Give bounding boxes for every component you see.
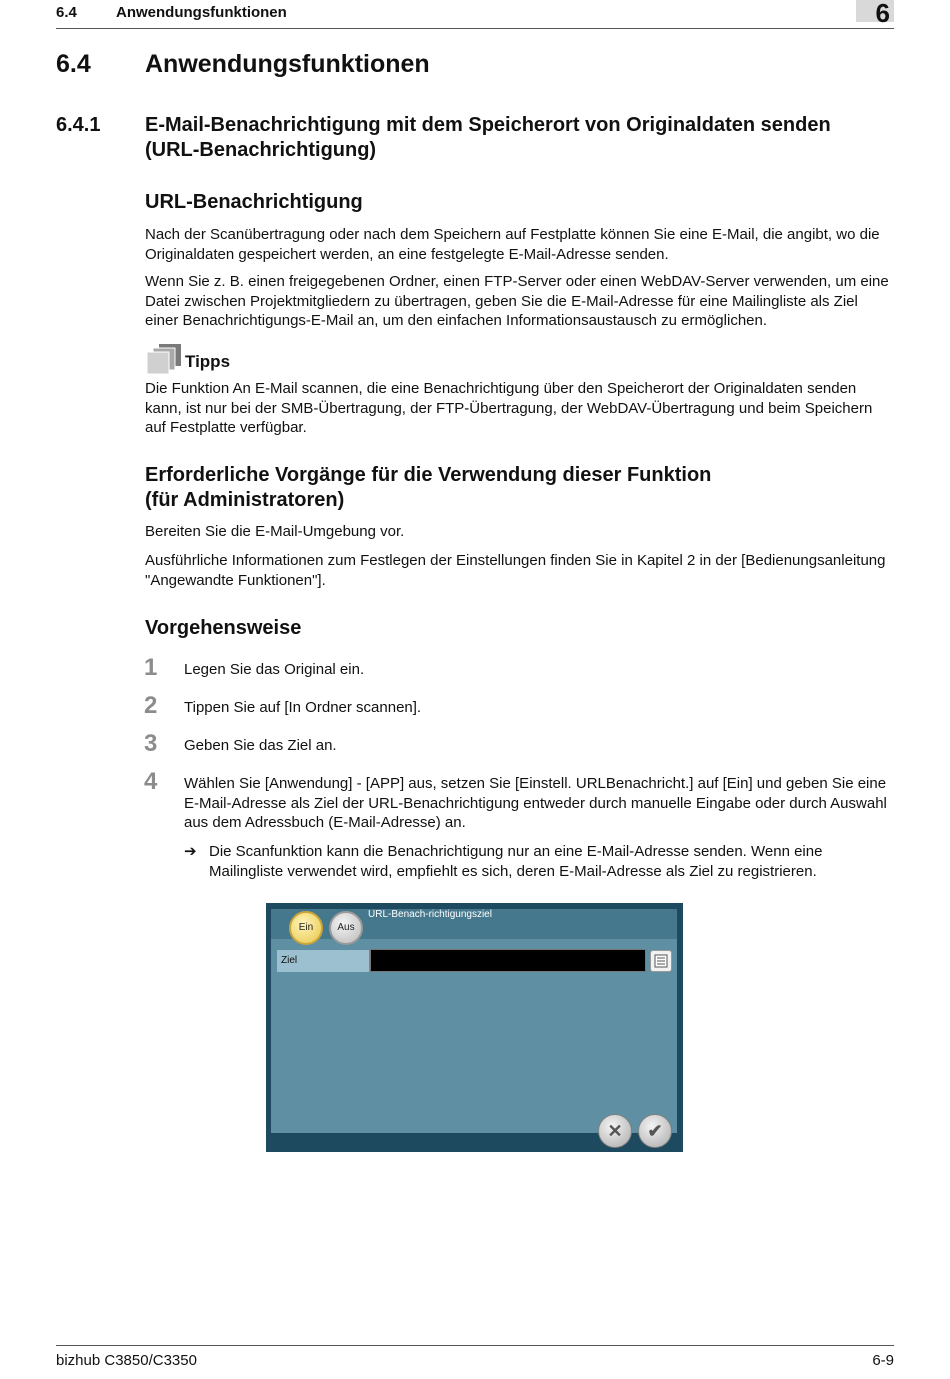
admin-section-title-line2: (für Administratoren) (145, 489, 345, 511)
close-icon: ✕ (607, 1121, 623, 1141)
address-book-icon (651, 951, 671, 971)
admin-paragraph-2: Ausführliche Informationen zum Festlegen der Einstellungen finden Sie in Kapitel 2 in der [Bedienungsanleitung "Angewandte Funktionen"]. (145, 552, 886, 589)
running-header (56, 0, 894, 29)
checkmark-icon: ✔ (647, 1121, 663, 1141)
on-button[interactable]: Ein (289, 911, 323, 945)
tips-text: Die Funktion An E-Mail scannen, die eine Benachrichtigung über den Speicherort der Originaldaten senden kann, ist nur bei der SMB-Übertragung, der FTP-Übertragung, der WebDAV-Übertragung und beim Speichern auf Festplatte verfügbar. (145, 380, 873, 436)
header-section-number: 6.4 (56, 4, 77, 21)
destination-input[interactable] (370, 949, 646, 972)
heading1-number: 6.4 (56, 50, 91, 78)
footer-divider (56, 1345, 894, 1346)
footer-page-number: 6-9 (872, 1352, 894, 1369)
panel-body (271, 909, 677, 1133)
destination-label: Ziel (277, 950, 369, 972)
off-button[interactable]: Aus (329, 911, 363, 945)
heading2-number: 6.4.1 (56, 114, 101, 136)
step-number-3: 3 (144, 730, 158, 757)
url-section-title: URL-Benachrichtigung (145, 191, 363, 213)
footer-model: bizhub C3850/C3350 (56, 1352, 197, 1369)
address-book-button[interactable] (650, 950, 672, 972)
chapter-tab (856, 0, 894, 28)
url-paragraph-1: Nach der Scanübertragung oder nach dem Speichern auf Festplatte können Sie eine E-Mail, die angibt, wo die Originaldaten gespeichert werden, an eine festgelegte E-Mail-Adresse senden. (145, 226, 880, 263)
step-number-4: 4 (144, 768, 158, 795)
admin-paragraph-1: Bereiten Sie die E-Mail-Umgebung vor. (145, 523, 405, 540)
url-paragraph-2: Wenn Sie z. B. einen freigegebenen Ordner, einen FTP-Server oder einen WebDAV-Server verwenden, um eine Datei zwischen Projektmitgliedern zu übertragen, geben Sie die E-Mail-Adresse für eine Mailingliste als Ziel einer Benachrichtigungs-E-Mail an, um den einfachen Informationsaustausch zu ermöglichen. (145, 273, 889, 329)
sub-note-arrow-icon: ➔ (184, 843, 197, 860)
heading2-title: E-Mail-Benachrichtigung mit dem Speicherort von Originaldaten senden (URL-Benachrichtigung) (145, 114, 831, 161)
procedure-title: Vorgehensweise (145, 617, 302, 639)
step-text-2: Tippen Sie auf [In Ordner scannen]. (184, 699, 422, 716)
step-number-2: 2 (144, 692, 158, 719)
step-number-1: 1 (144, 654, 158, 681)
admin-section-title-line1: Erforderliche Vorgänge für die Verwendung dieser Funktion (145, 464, 712, 486)
tips-label: Tipps (185, 352, 231, 371)
chapter-number: 6 (875, 0, 890, 28)
panel-title: URL-Benach-richtigungsziel (368, 909, 492, 920)
step-text-3: Geben Sie das Ziel an. (184, 737, 337, 754)
sub-note-text: Die Scanfunktion kann die Benachrichtigung nur an eine E-Mail-Adresse senden. Wenn eine Mailingliste verwendet wird, empfiehlt es sich, deren E-Mail-Adresse als Ziel zu registrieren. (209, 843, 823, 880)
cancel-button[interactable] (598, 1114, 632, 1148)
heading1-title: Anwendungsfunktionen (145, 50, 430, 78)
step-text-1: Legen Sie das Original ein. (184, 661, 365, 678)
confirm-button[interactable] (638, 1114, 672, 1148)
step-text-4: Wählen Sie [Anwendung] - [APP] aus, setzen Sie [Einstell. URLBenachricht.] auf [Ein] und geben Sie eine E-Mail-Adresse als Ziel der URL-Benachrichtigung entweder durch manuelle Eingabe oder durch Auswahl aus dem Adressbuch (E-Mail-Adresse) an. (184, 775, 887, 831)
header-section-title: Anwendungsfunktionen (116, 4, 287, 21)
tips-icon (145, 343, 183, 375)
